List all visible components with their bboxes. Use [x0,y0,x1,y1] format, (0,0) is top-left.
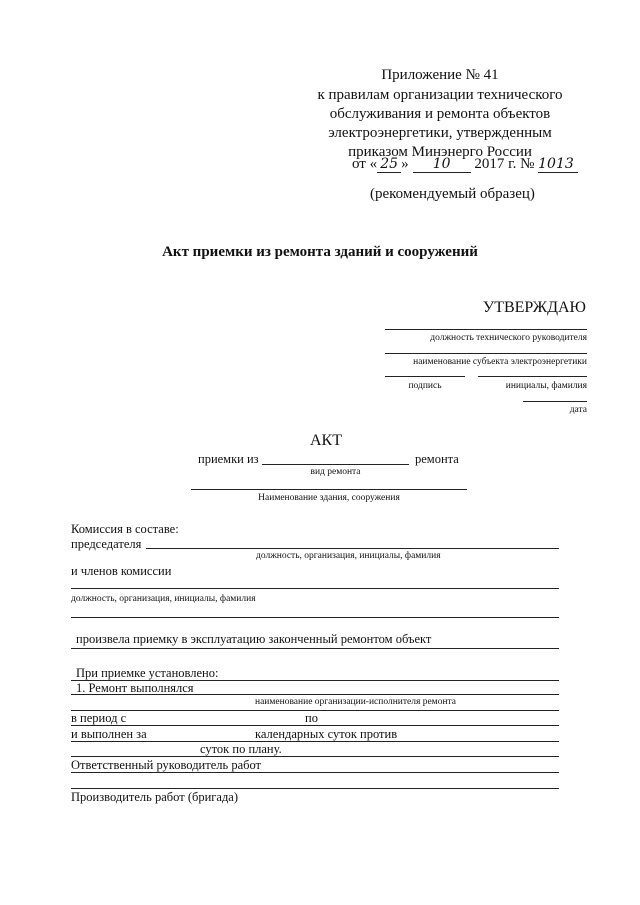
date-mid: » [401,156,409,172]
building-caption: Наименование здания, сооружения [258,493,400,503]
chairman-label: председателя [71,537,142,551]
responsible-label: Ответственный руководитель работ [71,758,262,772]
signature-caption: подпись [408,381,442,391]
chairman-line [146,548,559,549]
done-in: и выполнен за [71,727,147,741]
responsible-line [71,772,559,773]
period-from: в период с [71,711,127,725]
approve-label: УТВЕРЖДАЮ [482,299,586,316]
object-line [71,648,559,649]
initials-caption: инициалы, фамилия [505,381,587,391]
date-year: 2017 г. № [474,156,535,172]
members-line-1 [71,588,559,589]
repair-suffix: ремонта [415,452,459,466]
act-heading: АКТ [310,432,342,449]
contractor-caption: наименование организации-исполнителя ремонта [255,697,457,707]
plan-line [71,756,559,757]
date-line [523,401,587,402]
date-day: 25 [377,156,401,173]
date-prefix: от « [352,156,378,172]
repair-prefix: приемки из [198,452,259,466]
days-plan: суток по плану. [200,742,282,756]
days-line [71,741,559,742]
members-line-2 [71,617,559,618]
appendix-line-3: обслуживания и ремонта объектов [329,106,551,122]
days-against: календарных суток против [255,727,398,741]
initials-line [478,376,587,377]
entity-caption: наименование субъекта электроэнергетики [413,357,587,367]
repair-type-line [262,464,409,465]
period-to: по [305,711,318,725]
position-caption: должность технического руководителя [430,333,587,343]
established-text: При приемке установлено: [76,666,219,680]
accepted-text: произвела приемку в эксплуатацию законченный ремонтом объект [76,632,432,646]
date-number: 1013 [538,156,578,173]
chairman-caption: должность, организация, инициалы, фамилия [256,551,441,561]
members-label: и членов комиссии [71,564,172,578]
appendix-number: Приложение № 41 [381,67,499,83]
item-1-text: 1. Ремонт выполнялся [76,681,194,695]
entity-line [385,353,587,354]
members-caption: должность, организация, инициалы, фамилия [71,594,256,604]
document-title: Акт приемки из ремонта зданий и сооружений [162,244,478,260]
order-date-line [352,156,578,173]
commission-intro: Комиссия в составе: [71,522,179,536]
appendix-line-5: приказом Минэнерго России [348,144,532,160]
date-month: 10 [413,156,471,173]
appendix-line-4: электроэнергетики, утвержденным [328,125,552,141]
responsible-line-2 [71,788,559,789]
sample-note: (рекомендуемый образец) [370,186,535,202]
repair-type-caption: вид ремонта [310,467,361,477]
building-line [191,489,467,490]
period-line [71,725,559,726]
brigade-label: Производитель работ (бригада) [71,790,239,804]
signature-line [385,376,465,377]
date-caption: дата [569,405,587,415]
contractor-line [71,694,559,695]
appendix-line-2: к правилам организации технического [317,87,563,103]
position-line [385,329,587,330]
